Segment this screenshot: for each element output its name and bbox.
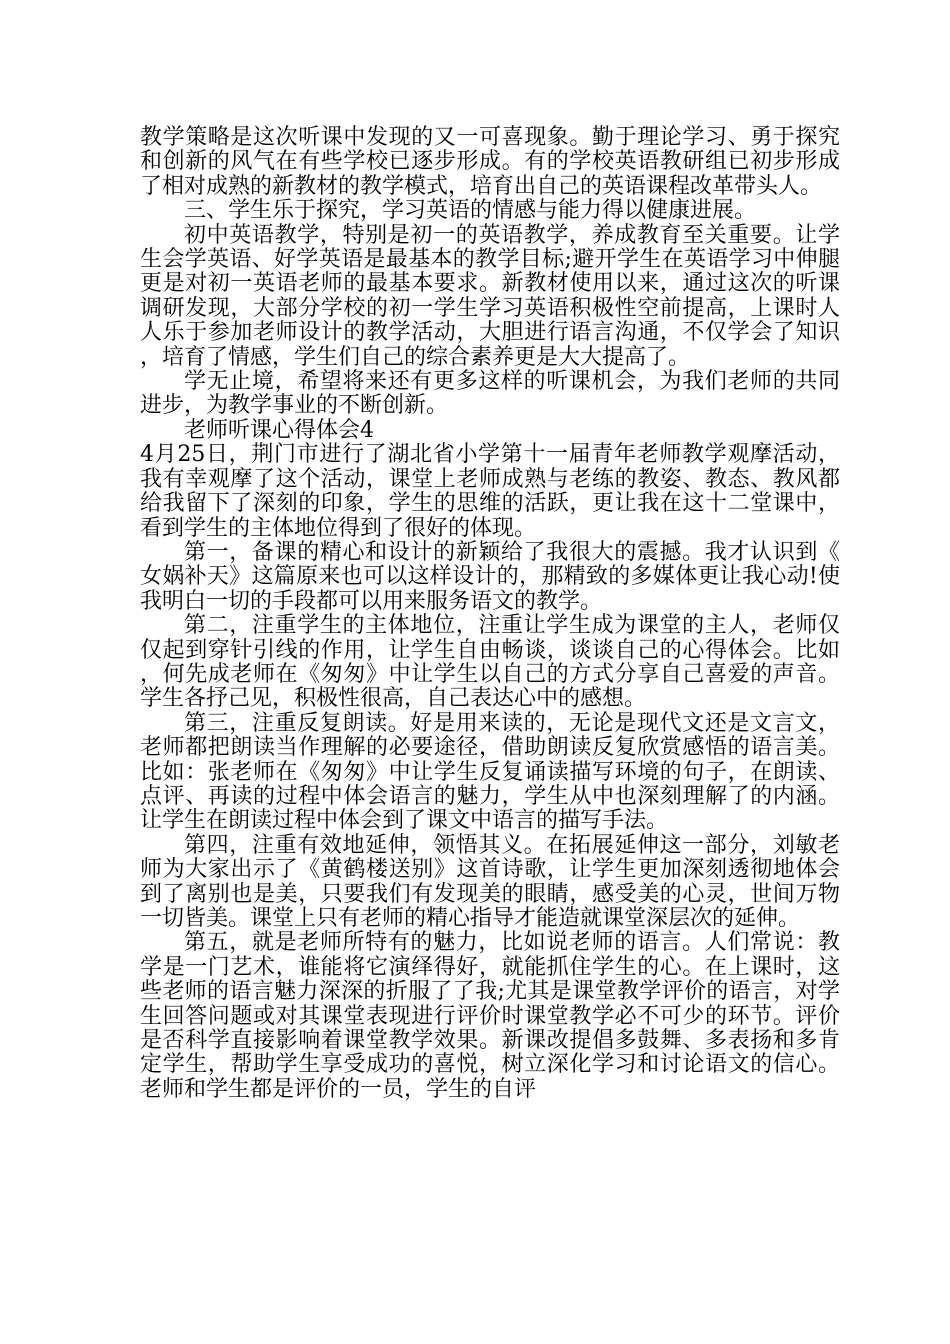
- paragraph: 初中英语教学，特别是初一的英语教学，养成教育至关重要。让学生会学英语、好学英语是最基本的教学目标;避开学生在英语学习中伸腿更是对初一英语老师的最基本要求。新教材使用以来，通过这次的听课调研发现，大部分学校的初一学生学习英语积极性空前提高，上课时人人乐于参加老师设计的教学活动，大胆进行语言沟通，不仅学会了知识，培育了情感，学生们自己的综合素养更是大大提高了。: [140, 222, 840, 370]
- paragraph: 学无止境，希望将来还有更多这样的听课机会，为我们老师的共同进步，为教学事业的不断创新。: [140, 369, 840, 419]
- paragraph: 第四，注重有效地延伸，领悟其义。在拓展延伸这一部分，刘敏老师为大家出示了《黄鹤楼送别》这首诗歌，让学生更加深刻透彻地体会到了离别也是美，只要我们有发现美的眼睛，感受美的心灵，世间万物一切皆美。课堂上只有老师的精心指导才能造就课堂深层次的延伸。: [140, 832, 840, 931]
- paragraph: 第五，就是老师所特有的魅力，比如说老师的语言。人们常说：教学是一门艺术，谁能将它演绎得好，就能抓住学生的心。在上课时，这些老师的语言魅力深深的折服了了我;尤其是课堂教学评价的语言，对学生回答问题或对其课堂表现进行评价时课堂教学必不可少的环节。评价是否科学直接影响着课堂教学效果。新课改提倡多鼓舞、多表扬和多肯定学生，帮助学生享受成功的喜悦，树立深化学习和讨论语文的信心。老师和学生都是评价的一员，学生的自评: [140, 930, 840, 1102]
- paragraph: 第三，注重反复朗读。好是用来读的，无论是现代文还是文言文，老师都把朗读当作理解的必要途径，借助朗读反复欣赏感悟的语言美。比如：张老师在《匆匆》中让学生反复诵读描写环境的句子，在朗读、点评、再读的过程中体会语言的魅力，学生从中也深刻理解了的内涵。让学生在朗读过程中体会到了课文中语言的描写手法。: [140, 710, 840, 834]
- document-body: [140, 126, 840, 1102]
- paragraph: 4月25日，荆门市进行了湖北省小学第十一届青年老师教学观摩活动，我有幸观摩了这个活动，课堂上老师成熟与老练的教姿、教态、教风都给我留下了深刻的印象，学生的思维的活跃，更让我在这十二堂课中，看到学生的主体地位得到了很好的体现。: [140, 442, 840, 541]
- paragraph: 第二，注重学生的主体地位，注重让学生成为课堂的主人，老师仅仅起到穿针引线的作用，让学生自由畅谈，谈谈自己的心得体会。比如，何先成老师在《匆匆》中让学生以自己的方式分享自己喜爱的声音。学生各抒己见，积极性很高，自己表达心中的感想。: [140, 613, 840, 712]
- section-heading: 三、学生乐于探究，学习英语的情感与能力得以健康进展。: [184, 198, 757, 224]
- paragraph: 第一，备课的精心和设计的新颖给了我很大的震撼。我才认识到《女娲补天》这篇原来也可以这样设计的，那精致的多媒体更让我心动!使我明白一切的手段都可以用来服务语文的教学。: [140, 539, 840, 614]
- article-title: 老师听课心得体会4: [184, 417, 374, 443]
- paragraph: 教学策略是这次听课中发现的又一可喜现象。勤于理论学习、勇于探究和创新的风气在有些学校已逐步形成。有的学校英语教研组已初步形成了相对成熟的新教材的教学模式，培育出自己的英语课程改革带头人。: [140, 125, 840, 199]
